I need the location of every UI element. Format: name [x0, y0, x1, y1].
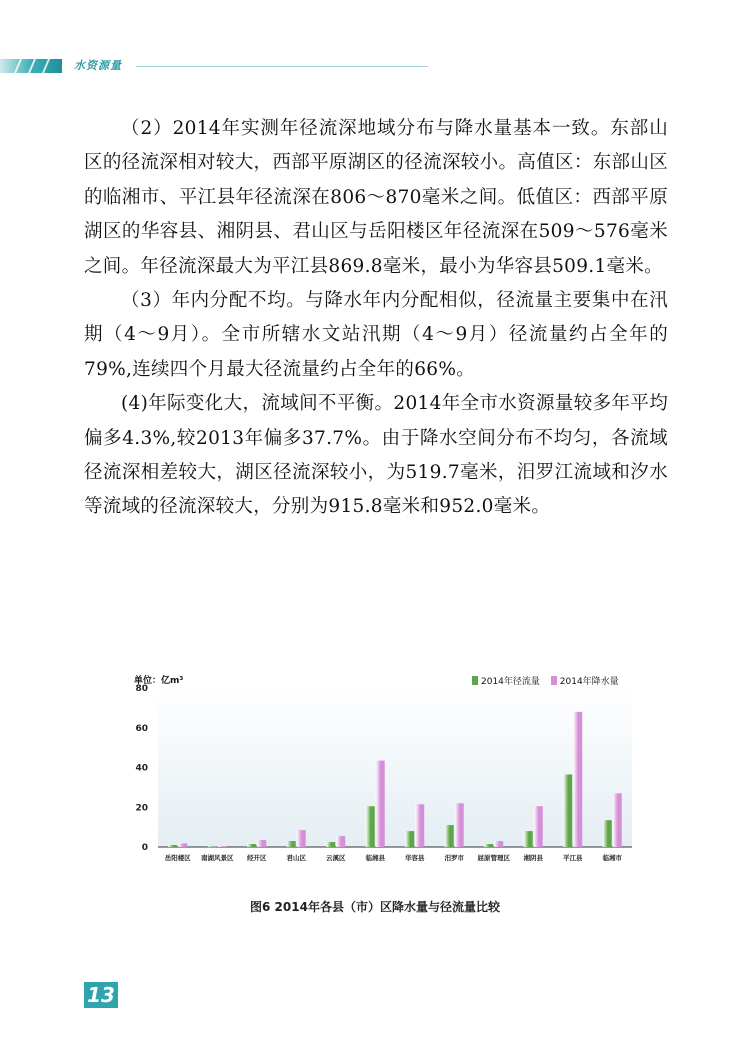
bar-precipitation — [376, 761, 385, 847]
paragraph-2: （2）2014年实测年径流深地域分布与降水量基本一致。东部山区的径流深相对较大，西部平原湖区的径流深较小。高值区：东部山区的临湘市、平江县年径流深在806～870毫米之间。低值区：西部平原湖区的华容县、湘阴县、君山区与岳阳楼区年径流深在509～576毫米之间。年径流深最大为平江县869.8毫米，最小为华容县509.1毫米。 — [84, 118, 668, 277]
bar-runoff — [405, 831, 414, 847]
figure-caption: 图6 2014年各县（市）区降水量与径流量比较 — [250, 900, 500, 914]
bar-precipitation — [218, 846, 227, 847]
x-tick-label: 南湖风景区 — [201, 854, 234, 862]
bar-precipitation — [573, 712, 582, 847]
header-decoration — [0, 58, 62, 72]
x-tick-label: 汨罗市 — [444, 854, 464, 862]
x-tick-label: 临湘市 — [602, 854, 622, 862]
bar-runoff — [445, 825, 454, 847]
x-tick-label: 岳阳楼区 — [164, 854, 191, 862]
bar-runoff — [326, 842, 335, 847]
chart-plot-area — [158, 688, 632, 847]
chart-unit-label: 单位：亿m³ — [134, 676, 184, 686]
bar-runoff — [524, 831, 533, 847]
bar-runoff — [484, 844, 493, 847]
x-tick-label: 华容县 — [405, 854, 425, 862]
x-tick-label: 君山区 — [286, 854, 306, 862]
x-tick-label: 经开区 — [247, 854, 267, 862]
bar-precipitation — [297, 830, 306, 847]
page-number: 13 — [84, 982, 118, 1008]
y-tick-label: 60 — [135, 723, 148, 734]
y-tick-label: 20 — [135, 803, 148, 814]
body-text — [84, 112, 668, 525]
bar-precipitation — [534, 806, 543, 847]
bar-runoff — [287, 841, 296, 847]
bar-precipitation — [336, 836, 345, 847]
chart-plot — [120, 660, 640, 880]
bar-precipitation — [257, 840, 266, 847]
bar-runoff — [366, 806, 375, 847]
y-tick-label: 40 — [135, 763, 148, 774]
bar-precipitation — [613, 793, 622, 847]
y-tick-label: 0 — [141, 843, 148, 853]
y-tick-label: 80 — [135, 684, 148, 694]
x-tick-label: 云溪区 — [326, 854, 346, 862]
paragraph-3: （3）年内分配不均。与降水年内分配相似，径流量主要集中在汛期（4～9月）。全市所辖水文站汛期（4～9月）径流量约占全年的79%,连续四个月最大径流量约占全年的66%。 — [84, 290, 668, 380]
legend-label-precipitation: 2014年降水量 — [559, 677, 619, 687]
bar-runoff — [603, 820, 612, 847]
bar-runoff — [208, 847, 217, 848]
bar-precipitation — [494, 841, 503, 847]
legend-label-runoff: 2014年径流量 — [481, 677, 540, 687]
bar-precipitation — [455, 803, 464, 847]
bar-precipitation — [178, 843, 187, 847]
runoff-precipitation-chart — [120, 660, 640, 880]
x-tick-label: 屈原管理区 — [477, 854, 510, 862]
header-rule — [136, 66, 428, 67]
bar-runoff — [563, 774, 572, 847]
bar-precipitation — [415, 804, 424, 847]
header-title: 水资源量 — [74, 59, 122, 72]
bar-runoff — [168, 845, 177, 847]
x-tick-label: 临湘县 — [365, 854, 385, 862]
bar-runoff — [247, 844, 256, 847]
paragraph-4: (4)年际变化大，流域间不平衡。2014年全市水资源量较多年平均偏多4.3%,较2013年偏多37.7%。由于降水空间分布不均匀，各流域径流深相差较大，湖区径流深较小，为519.7毫米，汨罗江流域和汐水等流域的径流深较大，分别为915.8毫米和952.0毫米。 — [84, 393, 668, 518]
x-tick-label: 平江县 — [563, 854, 583, 862]
x-tick-label: 湘阴县 — [523, 854, 543, 862]
